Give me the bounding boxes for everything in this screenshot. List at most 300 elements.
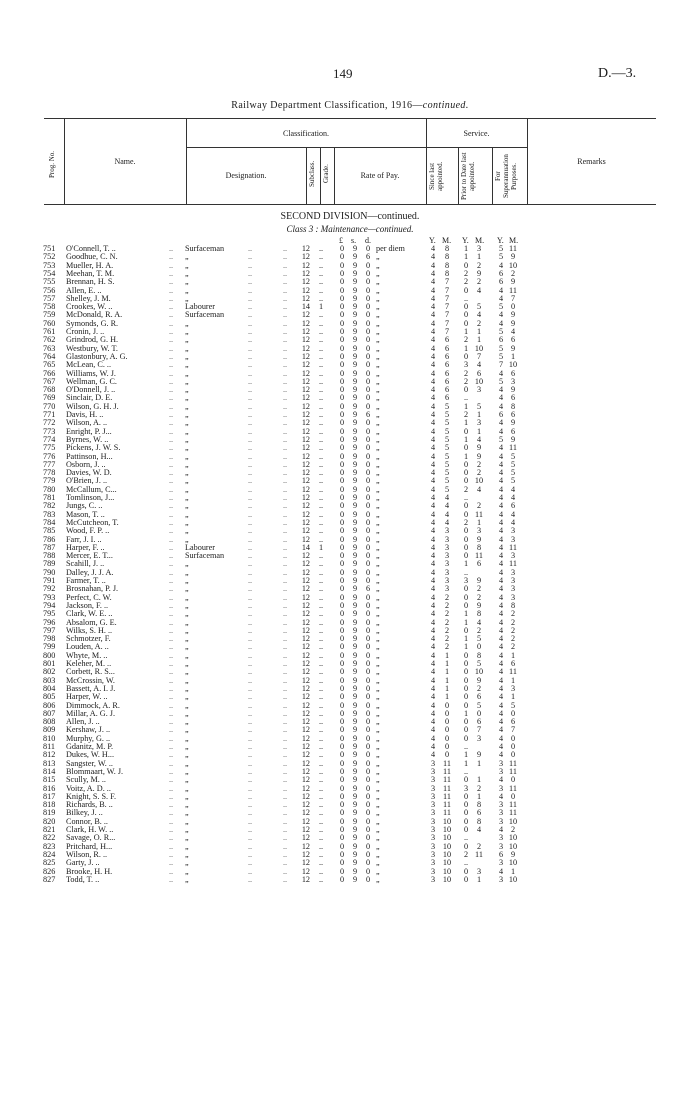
leader-3: .. xyxy=(283,700,288,710)
leader-1: .. xyxy=(169,692,174,702)
prog-no: 751 xyxy=(43,244,56,253)
rate-unit: „ xyxy=(376,833,380,843)
prior-years: 0 xyxy=(463,468,469,478)
since-years: 4 xyxy=(430,725,436,735)
leader-1: .. xyxy=(169,443,174,453)
designation: „ xyxy=(185,385,189,395)
leader-2: .. xyxy=(248,559,253,569)
super-months: 11 xyxy=(509,542,517,552)
since-years: 4 xyxy=(430,343,436,353)
name: McCutcheon, T. xyxy=(66,517,119,527)
rate-pounds: 0 xyxy=(339,493,345,502)
prog-no: 797 xyxy=(43,625,56,635)
super-months: 3 xyxy=(510,551,516,561)
prior-months: 10 xyxy=(474,476,484,486)
rate-pence: 0 xyxy=(365,368,371,378)
prior-months: 8 xyxy=(476,609,482,619)
since-years: 4 xyxy=(430,277,436,287)
subclass: 14 xyxy=(301,302,310,312)
leader-2: .. xyxy=(248,468,253,478)
prior-years: 0 xyxy=(463,459,469,469)
prior-months: 2 xyxy=(476,592,482,602)
grade: .. xyxy=(318,866,324,876)
grade: .. xyxy=(318,750,324,760)
rate-unit: „ xyxy=(376,667,380,677)
super-months: 11 xyxy=(509,244,517,253)
rate-unit: „ xyxy=(376,609,380,619)
table-header xyxy=(44,118,656,205)
prior-months: 3 xyxy=(476,418,482,428)
leader-1: .. xyxy=(169,252,174,262)
since-months: 1 xyxy=(444,667,450,677)
designation: „ xyxy=(185,675,189,685)
subclass: 12 xyxy=(301,310,310,320)
since-months: 11 xyxy=(443,766,451,776)
super-months: 0 xyxy=(510,708,516,718)
designation: „ xyxy=(185,725,189,735)
leader-3: .. xyxy=(283,426,288,436)
prog-no: 818 xyxy=(43,800,56,810)
super-months: 0 xyxy=(510,302,516,312)
prog-no: 771 xyxy=(43,410,56,419)
table-row xyxy=(0,320,700,328)
since-years: 3 xyxy=(430,775,436,785)
name: Goodhue, C. N. xyxy=(66,252,118,262)
since-months: 7 xyxy=(444,310,450,320)
leader-1: .. xyxy=(169,476,174,486)
leader-3: .. xyxy=(283,376,288,386)
grade: .. xyxy=(318,700,324,710)
since-months: 2 xyxy=(444,642,450,652)
grade: .. xyxy=(318,775,324,785)
rate-shillings: 9 xyxy=(352,659,358,668)
prior-years: 0 xyxy=(463,542,469,552)
table-row xyxy=(0,868,700,876)
subclass: 12 xyxy=(301,592,310,602)
prior-years: .. xyxy=(463,293,469,303)
super-years: 4 xyxy=(498,659,504,668)
designation: „ xyxy=(185,318,189,328)
leader-3: .. xyxy=(283,418,288,428)
since-months: 2 xyxy=(444,617,450,627)
rate-pounds: 0 xyxy=(339,717,345,727)
since-years: 4 xyxy=(430,617,436,627)
leader-3: .. xyxy=(283,401,288,411)
rate-unit: „ xyxy=(376,634,380,644)
leader-3: .. xyxy=(283,675,288,685)
since-months: 0 xyxy=(444,708,450,718)
rate-shillings: 9 xyxy=(352,476,358,486)
grade: .. xyxy=(318,410,324,419)
since-years: 3 xyxy=(430,841,436,851)
since-years: 4 xyxy=(430,717,436,727)
rate-pounds: 0 xyxy=(339,410,345,419)
leader-2: .. xyxy=(248,849,253,859)
header-prog-no: Prog. No. xyxy=(48,150,56,178)
super-months: 9 xyxy=(510,434,516,444)
since-years: 4 xyxy=(430,302,436,312)
subclass: 12 xyxy=(301,468,310,478)
subclass: 12 xyxy=(301,443,310,453)
rate-pounds: 0 xyxy=(339,692,345,702)
name: Meehan, T. M. xyxy=(66,268,115,278)
rate-unit: „ xyxy=(376,758,380,768)
leader-2: .. xyxy=(248,766,253,776)
prog-no: 757 xyxy=(43,293,56,303)
leader-3: .. xyxy=(283,410,288,419)
prog-no: 754 xyxy=(43,268,56,278)
super-months: 4 xyxy=(510,517,516,527)
rate-pence: 0 xyxy=(365,783,371,793)
rate-pounds: 0 xyxy=(339,318,345,328)
subclass: 12 xyxy=(301,783,310,793)
leader-1: .. xyxy=(169,617,174,627)
designation: „ xyxy=(185,393,189,403)
since-months: 7 xyxy=(444,327,450,336)
since-months: 7 xyxy=(444,277,450,287)
leader-3: .. xyxy=(283,260,288,270)
prior-months: 4 xyxy=(476,285,482,295)
designation: „ xyxy=(185,609,189,619)
leader-3: .. xyxy=(283,816,288,826)
rate-pounds: 0 xyxy=(339,368,345,378)
rate-unit: „ xyxy=(376,426,380,436)
super-years: 4 xyxy=(498,725,504,735)
super-years: 6 xyxy=(498,268,504,278)
prog-no: 759 xyxy=(43,310,56,320)
leader-2: .. xyxy=(248,318,253,328)
since-months: 5 xyxy=(444,443,450,453)
leader-1: .. xyxy=(169,260,174,270)
since-months: 2 xyxy=(444,634,450,644)
designation: „ xyxy=(185,268,189,278)
leader-1: .. xyxy=(169,368,174,378)
subclass: 12 xyxy=(301,401,310,411)
designation: „ xyxy=(185,443,189,453)
since-years: 3 xyxy=(430,791,436,801)
super-months: 10 xyxy=(508,816,518,826)
rate-pounds: 0 xyxy=(339,484,345,494)
since-years: 3 xyxy=(430,783,436,793)
name: Harper, W. .. xyxy=(66,692,108,702)
prior-years: 0 xyxy=(463,683,469,693)
designation: „ xyxy=(185,858,189,868)
super-months: 6 xyxy=(510,659,516,668)
subclass: 12 xyxy=(301,567,310,577)
since-months: 11 xyxy=(443,775,451,785)
leader-3: .. xyxy=(283,634,288,644)
subclass: 12 xyxy=(301,800,310,810)
rate-shillings: 9 xyxy=(352,385,358,395)
super-months: 11 xyxy=(509,443,517,453)
table-row xyxy=(0,494,700,502)
leader-1: .. xyxy=(169,667,174,677)
name: Wood, F. P. .. xyxy=(66,526,110,536)
designation: Labourer xyxy=(185,302,216,312)
since-months: 4 xyxy=(444,501,450,511)
rate-pence: 0 xyxy=(365,849,371,859)
leader-1: .. xyxy=(169,351,174,361)
rate-unit: „ xyxy=(376,310,380,320)
rate-pence: 0 xyxy=(365,335,371,345)
rate-shillings: 9 xyxy=(352,551,358,561)
prior-months: 0 xyxy=(476,708,482,718)
subclass: 12 xyxy=(301,650,310,660)
name: Allen, E. .. xyxy=(66,285,102,295)
rate-pounds: 0 xyxy=(339,459,345,469)
since-months: 5 xyxy=(444,426,450,436)
prior-months: 1 xyxy=(476,791,482,801)
super-months: 2 xyxy=(510,625,516,635)
grade: .. xyxy=(318,584,324,594)
grade: 1 xyxy=(318,542,324,552)
super-years: 3 xyxy=(498,800,504,810)
designation: „ xyxy=(185,825,189,834)
rate-shillings: 9 xyxy=(352,600,358,610)
rate-unit: „ xyxy=(376,327,380,336)
rate-pounds: 0 xyxy=(339,244,345,253)
super-months: 9 xyxy=(510,277,516,287)
prior-months: 11 xyxy=(475,509,483,519)
prior-years: 0 xyxy=(463,675,469,685)
rate-pence: 0 xyxy=(365,509,371,519)
leader-1: .. xyxy=(169,318,174,328)
rate-unit: „ xyxy=(376,401,380,411)
super-years: 4 xyxy=(498,318,504,328)
rate-pounds: 0 xyxy=(339,501,345,511)
designation: Surfaceman xyxy=(185,310,225,320)
rate-pence: 0 xyxy=(365,775,371,785)
rate-shillings: 9 xyxy=(352,268,358,278)
rate-shillings: 9 xyxy=(352,750,358,760)
rate-shillings: 9 xyxy=(352,625,358,635)
prior-years: 2 xyxy=(463,268,469,278)
subclass: 12 xyxy=(301,750,310,760)
header-service: Service. xyxy=(463,129,490,138)
super-years: 4 xyxy=(498,584,504,594)
rate-pounds: 0 xyxy=(339,451,345,461)
rate-shillings: 9 xyxy=(352,717,358,727)
rate-unit: „ xyxy=(376,692,380,702)
table-row xyxy=(0,527,700,535)
rate-unit: „ xyxy=(376,376,380,386)
leader-1: .. xyxy=(169,517,174,527)
rate-pence: 0 xyxy=(365,791,371,801)
subclass: 12 xyxy=(301,609,310,619)
rate-pence: 0 xyxy=(365,260,371,270)
super-years: 4 xyxy=(498,576,504,585)
leader-3: .. xyxy=(283,733,288,743)
subclass: 12 xyxy=(301,659,310,668)
name: Sinclair, D. E. xyxy=(66,393,113,403)
designation: „ xyxy=(185,260,189,270)
prior-years: 1 xyxy=(463,252,469,262)
grade: .. xyxy=(318,717,324,727)
prior-years: 1 xyxy=(463,327,469,336)
since-months: 0 xyxy=(444,750,450,760)
prior-years: 3 xyxy=(463,360,469,370)
leader-1: .. xyxy=(169,758,174,768)
prior-years: 0 xyxy=(463,310,469,320)
since-months: 11 xyxy=(443,808,451,818)
prior-months: 10 xyxy=(474,343,484,353)
prior-months: 2 xyxy=(476,318,482,328)
since-years: 4 xyxy=(430,268,436,278)
rate-shillings: 9 xyxy=(352,517,358,527)
leader-1: .. xyxy=(169,385,174,395)
rate-pence: 0 xyxy=(365,576,371,585)
since-years: 4 xyxy=(430,576,436,585)
table-row xyxy=(0,801,700,809)
name: Sangster, W. .. xyxy=(66,758,113,768)
leader-3: .. xyxy=(283,617,288,627)
rate-unit: „ xyxy=(376,385,380,395)
since-months: 8 xyxy=(444,268,450,278)
table-row xyxy=(0,876,700,884)
leader-2: .. xyxy=(248,816,253,826)
subclass: 12 xyxy=(301,343,310,353)
rate-pence: 0 xyxy=(365,526,371,536)
leader-2: .. xyxy=(248,858,253,868)
name: Garty, J. .. xyxy=(66,858,100,868)
rate-pounds: 0 xyxy=(339,542,345,552)
subclass: 12 xyxy=(301,576,310,585)
rate-pence: 0 xyxy=(365,376,371,386)
since-months: 8 xyxy=(444,244,450,253)
rate-pounds: 0 xyxy=(339,841,345,851)
grade: .. xyxy=(318,551,324,561)
leader-2: .. xyxy=(248,717,253,727)
leader-2: .. xyxy=(248,526,253,536)
since-months: 3 xyxy=(444,542,450,552)
prog-no: 755 xyxy=(43,277,56,287)
rate-shillings: 9 xyxy=(352,874,358,884)
rate-shillings: 9 xyxy=(352,484,358,494)
super-years: 4 xyxy=(498,393,504,403)
leader-3: .. xyxy=(283,775,288,785)
name: Dimmock, A. R. xyxy=(66,700,120,710)
super-years: 4 xyxy=(498,642,504,652)
rate-shillings: 9 xyxy=(352,343,358,353)
designation: „ xyxy=(185,517,189,527)
rate-shillings: 9 xyxy=(352,310,358,320)
super-years: 5 xyxy=(498,302,504,312)
since-years: 4 xyxy=(430,310,436,320)
prior-years: 0 xyxy=(463,501,469,511)
leader-2: .. xyxy=(248,252,253,262)
leader-2: .. xyxy=(248,733,253,743)
super-years: 5 xyxy=(498,376,504,386)
grade: .. xyxy=(318,667,324,677)
prog-no: 826 xyxy=(43,866,56,876)
designation: „ xyxy=(185,750,189,760)
name: Symonds, G. R. xyxy=(66,318,119,328)
since-months: 2 xyxy=(444,592,450,602)
designation: „ xyxy=(185,642,189,652)
name: Pickens, J. W. S. xyxy=(66,443,121,453)
prog-no: 782 xyxy=(43,501,56,511)
rate-unit: „ xyxy=(376,343,380,353)
name: Whyte, M. .. xyxy=(66,650,108,660)
leader-2: .. xyxy=(248,310,253,320)
rate-pounds: 0 xyxy=(339,426,345,436)
super-years: 4 xyxy=(498,509,504,519)
prior-months: 11 xyxy=(475,849,483,859)
leader-2: .. xyxy=(248,576,253,585)
prior-years: 0 xyxy=(463,775,469,785)
rate-unit: „ xyxy=(376,600,380,610)
rate-pounds: 0 xyxy=(339,766,345,776)
rate-pounds: 0 xyxy=(339,825,345,834)
since-years: 4 xyxy=(430,368,436,378)
leader-3: .. xyxy=(283,766,288,776)
rate-shillings: 9 xyxy=(352,791,358,801)
leader-1: .. xyxy=(169,410,174,419)
rate-shillings: 9 xyxy=(352,584,358,594)
prior-years: 1 xyxy=(463,609,469,619)
rate-shillings: 9 xyxy=(352,808,358,818)
header-superannuation: For Superannuation Purposes. xyxy=(494,154,518,198)
prog-no: 817 xyxy=(43,791,56,801)
super-months: 1 xyxy=(510,866,516,876)
designation: „ xyxy=(185,808,189,818)
prior-years: .. xyxy=(463,742,469,751)
prior-months: 1 xyxy=(476,517,482,527)
subclass: 12 xyxy=(301,426,310,436)
since-months: 0 xyxy=(444,700,450,710)
rate-shillings: 9 xyxy=(352,700,358,710)
prior-months: 9 xyxy=(476,675,482,685)
leader-3: .. xyxy=(283,459,288,469)
rate-pounds: 0 xyxy=(339,351,345,361)
rate-shillings: 9 xyxy=(352,683,358,693)
leader-2: .. xyxy=(248,800,253,810)
leader-3: .. xyxy=(283,517,288,527)
leader-1: .. xyxy=(169,401,174,411)
designation: „ xyxy=(185,783,189,793)
super-months: 4 xyxy=(510,493,516,502)
leader-2: .. xyxy=(248,609,253,619)
designation: „ xyxy=(185,327,189,336)
leader-2: .. xyxy=(248,866,253,876)
since-years: 4 xyxy=(430,318,436,328)
subclass: 12 xyxy=(301,559,310,569)
rate-pounds: 0 xyxy=(339,252,345,262)
leader-3: .. xyxy=(283,866,288,876)
leader-2: .. xyxy=(248,501,253,511)
grade: .. xyxy=(318,368,324,378)
since-years: 4 xyxy=(430,600,436,610)
rate-pounds: 0 xyxy=(339,849,345,859)
prior-months: 7 xyxy=(476,351,482,361)
since-months: 11 xyxy=(443,783,451,793)
leader-1: .. xyxy=(169,393,174,403)
leader-2: .. xyxy=(248,434,253,444)
leader-1: .. xyxy=(169,858,174,868)
subclass: 12 xyxy=(301,393,310,403)
rate-pence: 0 xyxy=(365,742,371,751)
name: Osborn, J. .. xyxy=(66,459,106,469)
rate-shillings: 9 xyxy=(352,351,358,361)
rate-pence: 0 xyxy=(365,874,371,884)
since-years: 3 xyxy=(430,825,436,834)
prior-months: 8 xyxy=(476,650,482,660)
leader-3: .. xyxy=(283,725,288,735)
name: Wilks, S. H. .. xyxy=(66,625,113,635)
super-months: 0 xyxy=(510,750,516,760)
leader-1: .. xyxy=(169,675,174,685)
super-months: 11 xyxy=(509,559,517,569)
